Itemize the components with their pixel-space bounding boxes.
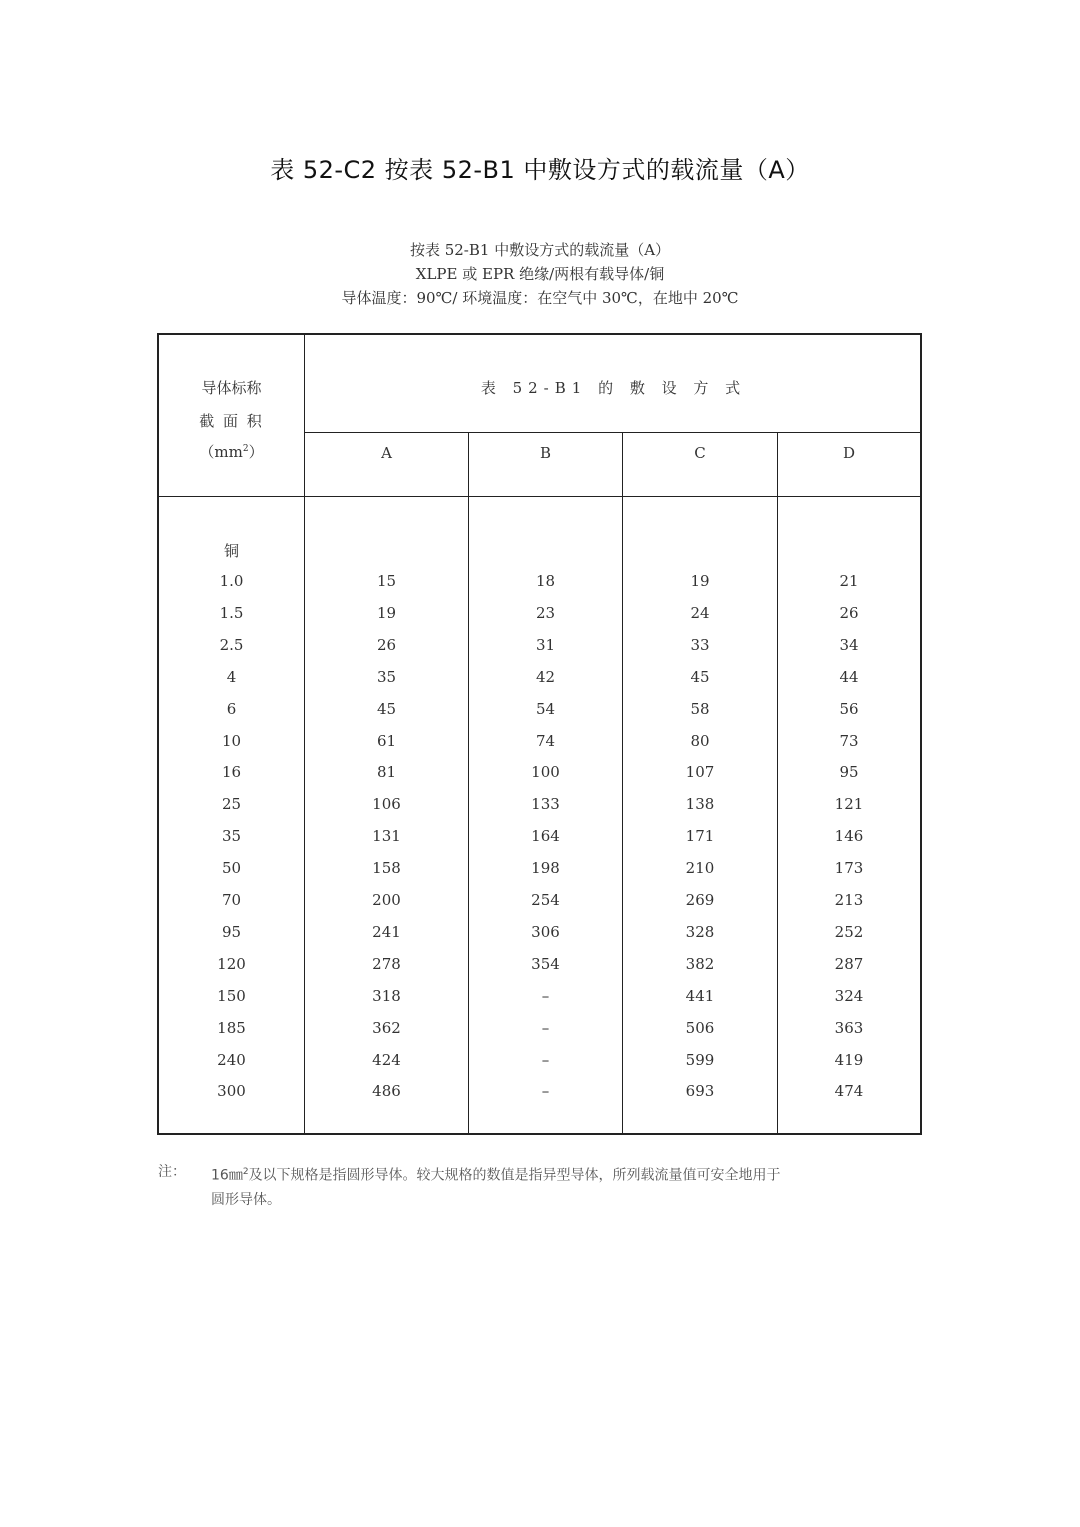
table-row [159, 987, 920, 1019]
unit-prefix: （mm [199, 443, 243, 461]
cell-b: – [541, 1050, 550, 1069]
cell-a: 158 [372, 859, 401, 878]
cell-c: 80 [690, 731, 710, 750]
table-row [159, 1082, 920, 1114]
cell-size: 50 [221, 859, 242, 878]
cell-a: 61 [376, 731, 397, 750]
installation-method-header: 表 52-B1 的 敷 设 方 式 [480, 379, 747, 397]
cell-c: 328 [685, 922, 715, 941]
ampacity-table [157, 333, 922, 1135]
table-row [159, 1019, 920, 1051]
cell-b: 100 [531, 763, 560, 782]
cell-c: 506 [685, 1018, 715, 1037]
cell-a: 318 [372, 986, 401, 1005]
cell-a: 35 [376, 667, 397, 686]
cell-b: 23 [535, 603, 556, 622]
material-label: 铜 [223, 542, 239, 560]
cell-size: 1.5 [219, 603, 244, 622]
cell-a: 424 [372, 1050, 401, 1069]
cell-d: 213 [834, 891, 864, 909]
cell-b: – [541, 986, 550, 1005]
caption-line-2: XLPE 或 EPR 绝缘/两根有载导体/铜 [415, 265, 665, 283]
table-row [159, 795, 920, 827]
note-sup: 2 [242, 1167, 249, 1177]
unit-sup: 2 [242, 444, 249, 454]
cell-c: 693 [685, 1082, 715, 1101]
note-line-2: 圆形导体。 [211, 1191, 281, 1208]
cell-size: 25 [221, 795, 242, 814]
table-divider-h [159, 496, 920, 497]
table-row [159, 668, 920, 700]
cell-a: 486 [372, 1082, 401, 1101]
note-prefix: 16㎜ [211, 1167, 243, 1184]
column-header-b: B [539, 444, 552, 462]
cell-c: 210 [685, 859, 715, 878]
row-header-line-2: 截 面 积 [199, 412, 264, 430]
caption-line-3: 导体温度：90℃/ 环境温度：在空气中 30℃，在地中 20℃ [341, 289, 739, 307]
cell-b: 74 [535, 731, 556, 750]
note-label: 注： [158, 1164, 186, 1180]
cell-size: 95 [221, 922, 242, 941]
table-row [159, 636, 920, 668]
row-header-line-1: 导体标称 [201, 379, 262, 397]
cell-c: 138 [685, 795, 715, 814]
cell-size: 185 [217, 1018, 246, 1037]
cell-size: 120 [217, 954, 246, 973]
caption-line-1: 按表 52-B1 中敷设方式的载流量（A） [409, 241, 671, 259]
cell-d: 44 [839, 667, 859, 686]
cell-a: 19 [376, 603, 397, 622]
cell-d: 95 [839, 763, 859, 782]
cell-c: 382 [685, 954, 715, 973]
cell-c: 19 [690, 572, 710, 590]
cell-a: 81 [376, 763, 397, 782]
cell-size: 300 [217, 1082, 246, 1101]
note-body [211, 1160, 911, 1212]
cell-d: 324 [834, 986, 864, 1005]
table-row [159, 923, 920, 955]
cell-d: 21 [839, 572, 859, 590]
cell-c: 171 [685, 827, 715, 846]
cell-b: – [541, 1018, 550, 1037]
cell-size: 1.0 [219, 572, 244, 590]
table-row [159, 572, 920, 604]
cell-c: 33 [690, 635, 710, 654]
table-row [159, 1051, 920, 1083]
cell-d: 287 [834, 954, 864, 973]
table-row [159, 604, 920, 636]
cell-a: 15 [376, 572, 397, 590]
cell-a: 26 [376, 635, 397, 654]
cell-c: 24 [690, 603, 710, 622]
cell-size: 16 [221, 763, 242, 782]
table-row [159, 955, 920, 987]
cell-size: 35 [221, 827, 242, 846]
cell-size: 6 [226, 699, 237, 718]
row-header-unit [159, 441, 304, 462]
cell-c: 45 [690, 667, 710, 686]
cell-size: 10 [221, 731, 242, 750]
note-line-1-text: 及以下规格是指圆形导体。较大规格的数值是指异型导体，所列载流量值可安全地用于 [248, 1167, 781, 1184]
cell-b: 18 [535, 572, 556, 590]
cell-a: 200 [372, 891, 401, 909]
cell-c: 269 [685, 891, 715, 909]
cell-b: – [541, 1082, 550, 1101]
cell-a: 106 [372, 795, 401, 814]
cell-a: 131 [372, 827, 401, 846]
cell-c: 441 [685, 986, 715, 1005]
table-row [159, 891, 920, 923]
cell-c: 58 [690, 699, 710, 718]
cell-size: 150 [217, 986, 246, 1005]
cell-d: 363 [834, 1018, 864, 1037]
cell-size: 4 [226, 667, 237, 686]
cell-b: 254 [531, 891, 560, 909]
cell-b: 198 [531, 859, 560, 878]
cell-c: 107 [685, 763, 715, 782]
cell-d: 419 [834, 1050, 864, 1069]
column-header-a: A [381, 444, 392, 462]
table-caption [0, 238, 1080, 310]
cell-b: 164 [531, 827, 560, 846]
cell-b: 133 [531, 795, 560, 814]
cell-b: 354 [531, 954, 560, 973]
cell-a: 362 [372, 1018, 401, 1037]
cell-d: 173 [834, 859, 864, 878]
page-title: 表 52-C2 按表 52-B1 中敷设方式的载流量（A） [270, 156, 810, 184]
cell-b: 31 [535, 635, 556, 654]
cell-size: 240 [217, 1050, 246, 1069]
table-row [159, 732, 920, 764]
unit-suffix: ） [248, 443, 264, 461]
cell-d: 26 [839, 603, 859, 622]
cell-d: 121 [834, 795, 864, 814]
note-line-1 [211, 1160, 911, 1188]
cell-a: 278 [372, 954, 401, 973]
cell-a: 45 [376, 699, 397, 718]
cell-d: 34 [839, 635, 859, 654]
cell-d: 474 [834, 1082, 864, 1101]
column-header-d: D [842, 444, 856, 462]
cell-b: 306 [531, 922, 560, 941]
cell-b: 42 [535, 667, 556, 686]
cell-size: 2.5 [219, 635, 244, 654]
cell-c: 599 [685, 1050, 715, 1069]
cell-d: 252 [834, 922, 864, 941]
table-row [159, 827, 920, 859]
cell-d: 73 [839, 731, 859, 750]
table-row [159, 700, 920, 732]
cell-d: 56 [839, 699, 859, 718]
cell-b: 54 [535, 699, 556, 718]
column-header-c: C [694, 444, 706, 462]
table-row [159, 763, 920, 795]
cell-d: 146 [834, 827, 864, 846]
cell-size: 70 [221, 891, 242, 909]
table-row [159, 859, 920, 891]
table-divider-h [304, 432, 920, 433]
cell-a: 241 [372, 922, 401, 941]
